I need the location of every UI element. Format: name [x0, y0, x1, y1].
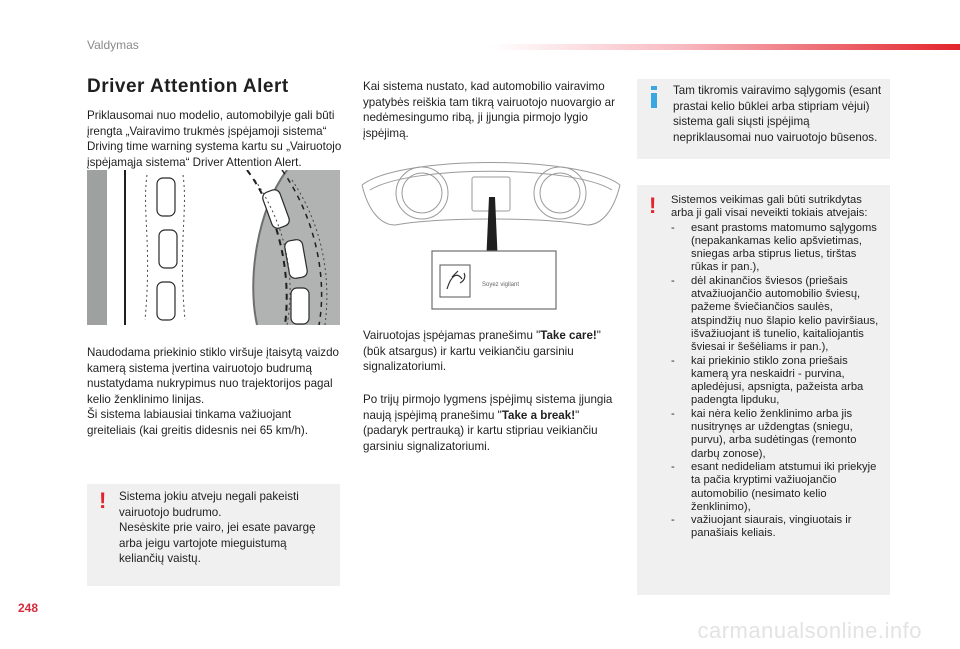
road-illustration	[87, 170, 340, 325]
dashboard-illustration	[360, 155, 622, 315]
limitations-list	[671, 194, 883, 541]
take-care-after: " (būk atsargus) ir kartu veikiančiu garsiniu signalizatoriumi.	[363, 329, 601, 373]
list-item: - dėl akinančios šviesos (priešais atvažiuojančio automobilio šviesų, pažeme šviečiančios saulės, atspindžių nuo šlapio kelio paviršiaus, išvažiuojant iš tunelio, kaitaliojantis šviesai ir šešėliams ir pan.),	[671, 275, 883, 355]
limitations-warning-box	[637, 185, 890, 595]
header-accent-bar	[490, 44, 960, 50]
intro-paragraph: Priklausomai nuo modelio, automobilyje gali būti įrengta „Vairavimo trukmės įspėjamoji sistema“ Driving time warning systema kartu su „Vairuotojo įspėjamąja sistema“ Driver Attention Alert.	[87, 109, 342, 169]
detection-paragraph: Kai sistema nustato, kad automobilio vairavimo ypatybės reiškia tam tikrą vairuotojo nuovargio ar nedėmesingumo ribą, ji įjungia pirmojo lygio įspėjimą.	[363, 80, 615, 140]
list-item-text: važiuojant siaurais, vingiuotais ir panašiais keliais.	[691, 514, 852, 540]
section-header: Valdymas	[87, 38, 139, 52]
camera-paragraph: Naudodama priekinio stiklo viršuje įtaisytą vaizdo kamerą sistema įvertina vairuotojo budrumą nustatydama nukrypimus nuo trajektorijos pagal kelio ženklinimo linijas. Ši sistema labiausiai tinkama važiuojant greiteliais (kai greitis didesnis nei 65 km/h).	[87, 346, 339, 437]
exclamation-icon: !	[649, 193, 657, 218]
take-care-paragraph	[363, 328, 621, 375]
info-icon	[651, 86, 655, 108]
list-item: - esant prastoms matomumo sąlygoms (nepakankamas kelio apšvietimas, sniegas arba stiprus lietus, tirštas rūkas ir pan.),	[671, 222, 883, 275]
page-title: Driver Attention Alert	[87, 76, 289, 97]
info-box	[637, 79, 890, 159]
take-break-after: " (padaryk pertrauką) ir kartu stipriau veikiančiu garsiniu signalizatoriumi.	[363, 408, 598, 453]
list-item-text: kai priekinio stiklo zona priešais kamerą yra neskaidri - purvina, apledėjusi, apsnigta, pažeista arba padengta lipduku,	[691, 354, 864, 407]
list-item: - esant nedideliam atstumui iki priekyje ta pačia kryptimi važiuojančio automobilio (nesimato kelio ženklinimo),	[671, 461, 883, 514]
take-break-paragraph	[363, 392, 621, 454]
list-item: - važiuojant siaurais, vingiuotais ir panašiais keliais.	[671, 514, 883, 541]
list-item: - kai nėra kelio ženklinimo arba jis nusitrynęs ar uždengtas (sniegu, purvu), arba sudėtingas (remonto darbų zonose),	[671, 408, 883, 461]
info-text: Tam tikromis vairavimo sąlygomis (esant prastai kelio būklei arba stipriam vėjui) sistema gali siųsti įspėjimą nepriklausomai nuo vairuotojo būsenos.	[673, 84, 882, 144]
watermark: carmanualsonline.info	[697, 618, 922, 643]
take-break-before: Po trijų pirmojo lygmens įspėjimų sistema įjungia naują įspėjimą pranešimu "	[363, 393, 613, 422]
list-item-text: esant nedideliam atstumui iki priekyje ta pačia kryptimi važiuojančio automobilio (nesimato kelio ženklinimo),	[691, 460, 877, 513]
display-message: Soyez vigilant	[482, 282, 520, 288]
limitations-intro: Sistemos veikimas gali būti sutrikdytas arba ji gali visai neveikti tokiais atvejais:	[671, 194, 868, 220]
page-number: 248	[18, 601, 39, 615]
driver-warning-text: Sistema jokiu atveju negali pakeisti vairuotojo budrumo. Nesėskite prie vairo, jei esate pavargę arba jeigu vartojote mieguistumą keliančių vaistų.	[119, 490, 316, 565]
list-item-text: esant prastoms matomumo sąlygoms (nepakankamas kelio apšvietimas, sniegas arba stiprus lietus, tirštas rūkas ir pan.),	[691, 221, 877, 274]
list-item: - kai priekinio stiklo zona priešais kamerą yra neskaidri - purvina, apledėjusi, apsnigta, pažeista arba padengta lipduku,	[671, 355, 883, 408]
take-break-message: Take a break!	[501, 408, 576, 422]
exclamation-icon: !	[99, 488, 107, 513]
take-care-message: Take care!	[540, 329, 597, 342]
list-item-text: dėl akinančios šviesos (priešais atvažiuojančio automobilio šviesų, pažeme šviečiančios saulės, atspindžių nuo šlapio kelio paviršiaus, išvažiuojant iš tunelio, kaitaliojantis šviesai ir šešėliams ir pan.),	[691, 274, 879, 354]
driver-warning-box	[87, 484, 340, 586]
take-care-before: Vairuotojas įspėjamas pranešimu "	[363, 329, 541, 342]
list-item-text: kai nėra kelio ženklinimo arba jis nusitrynęs ar uždengtas (sniegu, purvu), arba sudėtingas (remonto darbų zonose),	[691, 407, 857, 460]
